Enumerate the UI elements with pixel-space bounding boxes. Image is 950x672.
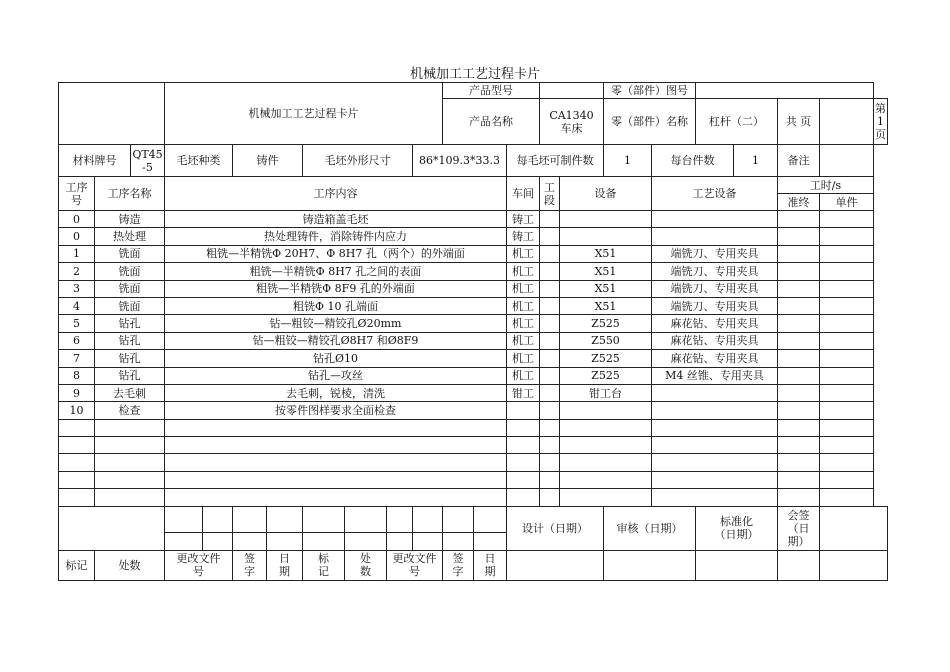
total-pages-value: [820, 99, 874, 145]
op-no: 10: [59, 402, 95, 419]
op-prep-time: [778, 315, 820, 332]
col-section: 工 段: [540, 177, 560, 211]
op-section: [540, 332, 560, 349]
operations-list: [59, 211, 888, 507]
footer-cell: [203, 532, 233, 550]
op-no: 9: [59, 384, 95, 401]
material-value: QT45 -5: [131, 145, 165, 177]
op-tooling: 麻花钻、专用夹具: [652, 315, 778, 332]
footer-cell: [604, 550, 696, 580]
table-row: [59, 280, 888, 297]
table-row: [59, 419, 888, 436]
op-prep-time: [778, 228, 820, 245]
op-name: [95, 489, 165, 506]
table-row: [59, 297, 888, 314]
table-row: [59, 228, 888, 245]
page-title: 机械加工工艺过程卡片: [409, 67, 540, 82]
op-name: 检查: [95, 402, 165, 419]
footer-cell: [233, 532, 267, 550]
op-prep-time: [778, 350, 820, 367]
op-no: [59, 437, 95, 454]
op-tooling: 麻花钻、专用夹具: [652, 350, 778, 367]
op-unit-time: [820, 402, 874, 419]
footer-cell: [443, 506, 474, 532]
footer-cell: [345, 506, 387, 532]
op-workshop: 铸工: [507, 211, 540, 228]
op-name: [95, 437, 165, 454]
sign2-label: 签 字: [443, 550, 474, 580]
op-section: [540, 489, 560, 506]
op-prep-time: [778, 489, 820, 506]
op-section: [540, 367, 560, 384]
op-tooling: [652, 454, 778, 471]
design-date: 设计（日期）: [507, 506, 604, 550]
op-unit-time: [820, 280, 874, 297]
op-workshop: [507, 437, 540, 454]
table-row: [59, 489, 888, 506]
footer-cell: [165, 506, 203, 532]
footer-cell: [345, 532, 387, 550]
standardization-date: 标准化 （日期）: [696, 506, 778, 550]
count2-label: 处 数: [345, 550, 387, 580]
op-no: 2: [59, 263, 95, 280]
col-prep-time: 准终: [778, 194, 820, 211]
op-no: 1: [59, 245, 95, 262]
table-row: [59, 332, 888, 349]
op-content: 按零件图样要求全面检查: [165, 402, 507, 419]
product-name-value: CA1340 车床: [540, 99, 604, 145]
footer-cell: [267, 506, 303, 532]
logo-cell: [59, 83, 165, 145]
op-name: 铣面: [95, 280, 165, 297]
op-workshop: [507, 402, 540, 419]
op-name: 铸造: [95, 211, 165, 228]
op-no: [59, 489, 95, 506]
footer-cell: [387, 506, 413, 532]
op-name: 去毛刺: [95, 384, 165, 401]
remark-label: 备注: [778, 145, 820, 177]
op-equipment: X51: [560, 297, 652, 314]
op-no: 0: [59, 228, 95, 245]
op-equipment: Z525: [560, 367, 652, 384]
product-model-label: 产品型号: [443, 83, 540, 99]
op-name: 铣面: [95, 297, 165, 314]
op-tooling: [652, 419, 778, 436]
col-time: 工时/s: [778, 177, 874, 194]
op-section: [540, 402, 560, 419]
footer-cell: [820, 550, 888, 580]
footer-cell: [303, 532, 345, 550]
footer-cell: [203, 506, 233, 532]
op-name: 钻孔: [95, 315, 165, 332]
op-prep-time: [778, 471, 820, 488]
op-tooling: [652, 437, 778, 454]
op-unit-time: [820, 263, 874, 280]
op-tooling: [652, 402, 778, 419]
op-prep-time: [778, 280, 820, 297]
op-tooling: 端铣刀、专用夹具: [652, 297, 778, 314]
col-step-no: 工序 号: [59, 177, 95, 211]
op-equipment: [560, 454, 652, 471]
mark-label: 标记: [59, 550, 95, 580]
change-doc-label: 更改文件 号: [165, 550, 233, 580]
op-content: [165, 489, 507, 506]
op-unit-time: [820, 367, 874, 384]
op-no: 3: [59, 280, 95, 297]
table-row: [59, 471, 888, 488]
table-row: [59, 211, 888, 228]
table-row: [59, 402, 888, 419]
date-label: 日 期: [267, 550, 303, 580]
footer-blank-right: [820, 506, 888, 550]
op-section: [540, 280, 560, 297]
part-drawing-value: [696, 83, 874, 99]
op-equipment: 钳工台: [560, 384, 652, 401]
op-tooling: [652, 228, 778, 245]
pieces-per-machine-value: 1: [734, 145, 778, 177]
op-equipment: X51: [560, 245, 652, 262]
card-name: 机械加工工艺过程卡片: [165, 83, 443, 145]
blank-type-value: 铸件: [233, 145, 303, 177]
op-name: 铣面: [95, 245, 165, 262]
op-prep-time: [778, 437, 820, 454]
product-name-label: 产品名称: [443, 99, 540, 145]
op-workshop: 机工: [507, 315, 540, 332]
op-prep-time: [778, 263, 820, 280]
op-content: 钻—粗铰—精铰孔Ø8H7 和Ø8F9: [165, 332, 507, 349]
op-workshop: 机工: [507, 245, 540, 262]
op-unit-time: [820, 297, 874, 314]
op-prep-time: [778, 419, 820, 436]
op-unit-time: [820, 315, 874, 332]
op-unit-time: [820, 245, 874, 262]
blank-size-value: 86*109.3*33.3: [413, 145, 507, 177]
op-prep-time: [778, 402, 820, 419]
op-equipment: [560, 402, 652, 419]
footer-blank: [59, 506, 165, 550]
op-section: [540, 384, 560, 401]
op-equipment: [560, 471, 652, 488]
op-equipment: [560, 419, 652, 436]
op-section: [540, 315, 560, 332]
op-section: [540, 471, 560, 488]
op-unit-time: [820, 384, 874, 401]
table-row: [59, 350, 888, 367]
op-content: [165, 454, 507, 471]
op-unit-time: [820, 454, 874, 471]
page-number: 第 1 页: [874, 99, 888, 145]
op-equipment: [560, 228, 652, 245]
op-no: 0: [59, 211, 95, 228]
op-no: [59, 454, 95, 471]
blank-size-label: 毛坯外形尺寸: [303, 145, 413, 177]
op-name: [95, 419, 165, 436]
op-content: [165, 437, 507, 454]
op-section: [540, 211, 560, 228]
op-tooling: [652, 471, 778, 488]
op-unit-time: [820, 332, 874, 349]
change-doc2-label: 更改文件 号: [387, 550, 443, 580]
op-workshop: 机工: [507, 263, 540, 280]
op-section: [540, 454, 560, 471]
op-content: 热处理铸件，消除铸件内应力: [165, 228, 507, 245]
pieces-per-blank-value: 1: [604, 145, 652, 177]
op-name: 钻孔: [95, 332, 165, 349]
op-section: [540, 228, 560, 245]
op-workshop: 钳工: [507, 384, 540, 401]
footer-cell: [413, 532, 443, 550]
op-unit-time: [820, 489, 874, 506]
op-content: 钻孔Ø10: [165, 350, 507, 367]
footer-cell: [233, 506, 267, 532]
footer-cell: [303, 506, 345, 532]
footer-cell: [413, 506, 443, 532]
date2-label: 日 期: [474, 550, 507, 580]
op-equipment: [560, 437, 652, 454]
footer-cell: [507, 550, 604, 580]
col-unit-time: 单件: [820, 194, 874, 211]
op-unit-time: [820, 437, 874, 454]
op-equipment: [560, 211, 652, 228]
op-unit-time: [820, 419, 874, 436]
mark2-label: 标 记: [303, 550, 345, 580]
op-equipment: X51: [560, 280, 652, 297]
op-name: [95, 471, 165, 488]
pieces-per-blank-label: 每毛坯可制件数: [507, 145, 604, 177]
col-tooling: 工艺设备: [652, 177, 778, 211]
op-workshop: 铸工: [507, 228, 540, 245]
op-no: [59, 419, 95, 436]
op-prep-time: [778, 332, 820, 349]
op-content: 铸造箱盖毛坯: [165, 211, 507, 228]
table-row: [59, 454, 888, 471]
op-equipment: Z525: [560, 315, 652, 332]
op-content: [165, 471, 507, 488]
op-prep-time: [778, 297, 820, 314]
op-equipment: Z525: [560, 350, 652, 367]
op-section: [540, 437, 560, 454]
footer-cell: [778, 550, 820, 580]
op-no: 8: [59, 367, 95, 384]
blank-type-label: 毛坯种类: [165, 145, 233, 177]
op-section: [540, 245, 560, 262]
op-content: 粗铣—半精铣Φ 8H7 孔之间的表面: [165, 263, 507, 280]
op-content: 钻—粗铰—精铰孔Ø20mm: [165, 315, 507, 332]
op-prep-time: [778, 367, 820, 384]
op-content: [165, 419, 507, 436]
footer-cell: [387, 532, 413, 550]
remark-value: [820, 145, 874, 177]
op-no: 7: [59, 350, 95, 367]
op-tooling: 端铣刀、专用夹具: [652, 280, 778, 297]
op-tooling: [652, 489, 778, 506]
op-prep-time: [778, 384, 820, 401]
op-no: 6: [59, 332, 95, 349]
op-prep-time: [778, 245, 820, 262]
op-prep-time: [778, 454, 820, 471]
op-tooling: [652, 384, 778, 401]
op-workshop: 机工: [507, 367, 540, 384]
op-content: 钻孔—攻丝: [165, 367, 507, 384]
op-content: 粗铣—半精铣Φ 8F9 孔的外端面: [165, 280, 507, 297]
op-content: 粗铣Φ 10 孔端面: [165, 297, 507, 314]
footer-cell: [474, 532, 507, 550]
op-tooling: 端铣刀、专用夹具: [652, 263, 778, 280]
op-name: 铣面: [95, 263, 165, 280]
op-unit-time: [820, 211, 874, 228]
table-row: [59, 315, 888, 332]
op-unit-time: [820, 350, 874, 367]
product-model-value: [540, 83, 604, 99]
op-no: 4: [59, 297, 95, 314]
op-no: 5: [59, 315, 95, 332]
op-workshop: 机工: [507, 297, 540, 314]
op-content: 粗铣—半精铣Φ 20H7、Φ 8H7 孔（两个）的外端面: [165, 245, 507, 262]
op-no: [59, 471, 95, 488]
op-name: 热处理: [95, 228, 165, 245]
op-workshop: [507, 419, 540, 436]
footer-cell: [474, 506, 507, 532]
op-tooling: [652, 211, 778, 228]
op-section: [540, 263, 560, 280]
part-drawing-label: 零（部件）图号: [604, 83, 696, 99]
col-step-name: 工序名称: [95, 177, 165, 211]
op-name: [95, 454, 165, 471]
op-equipment: X51: [560, 263, 652, 280]
op-section: [540, 350, 560, 367]
part-name-value: 杠杆（二）: [696, 99, 778, 145]
op-tooling: 端铣刀、专用夹具: [652, 245, 778, 262]
table-row: [59, 263, 888, 280]
op-workshop: 机工: [507, 280, 540, 297]
op-section: [540, 419, 560, 436]
op-workshop: [507, 489, 540, 506]
count-label: 处数: [95, 550, 165, 580]
footer-cell: [696, 550, 778, 580]
op-unit-time: [820, 471, 874, 488]
op-prep-time: [778, 211, 820, 228]
op-tooling: M4 丝锥、专用夹具: [652, 367, 778, 384]
footer-cell: [443, 532, 474, 550]
total-pages-label: 共 页: [778, 99, 820, 145]
op-tooling: 麻花钻、专用夹具: [652, 332, 778, 349]
material-label: 材料牌号: [59, 145, 131, 177]
process-card-table: [58, 82, 888, 581]
op-equipment: Z550: [560, 332, 652, 349]
op-workshop: [507, 471, 540, 488]
op-workshop: [507, 454, 540, 471]
footer-cell: [165, 532, 203, 550]
op-equipment: [560, 489, 652, 506]
col-workshop: 车间: [507, 177, 540, 211]
table-row: [59, 437, 888, 454]
col-step-content: 工序内容: [165, 177, 507, 211]
op-name: 钻孔: [95, 350, 165, 367]
table-row: [59, 384, 888, 401]
op-workshop: 机工: [507, 332, 540, 349]
op-name: 钻孔: [95, 367, 165, 384]
op-section: [540, 297, 560, 314]
table-row: [59, 367, 888, 384]
sign-label: 签 字: [233, 550, 267, 580]
review-date: 审核（日期）: [604, 506, 696, 550]
part-name-label: 零（部件）名称: [604, 99, 696, 145]
op-workshop: 机工: [507, 350, 540, 367]
op-unit-time: [820, 228, 874, 245]
footer-cell: [267, 532, 303, 550]
col-equipment: 设备: [560, 177, 652, 211]
pieces-per-machine-label: 每台件数: [652, 145, 734, 177]
table-row: [59, 245, 888, 262]
op-content: 去毛刺，锐棱，清洗: [165, 384, 507, 401]
countersign-date: 会签 （日 期）: [778, 506, 820, 550]
